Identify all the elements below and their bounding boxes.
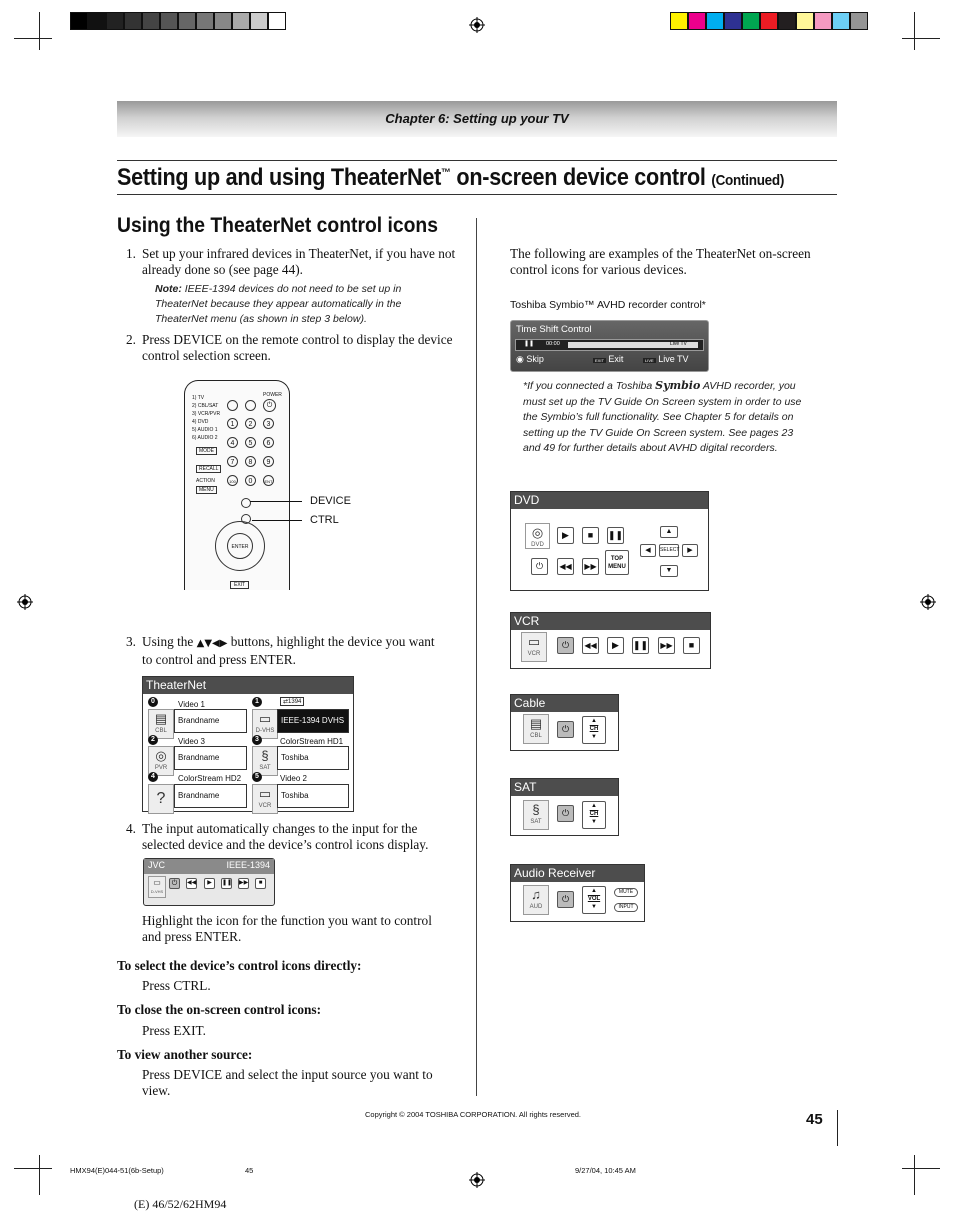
slot-number: 2 (148, 735, 158, 745)
slot-number: 0 (148, 697, 158, 707)
slot-name[interactable]: Brandname (174, 746, 247, 770)
ctrl-button (245, 400, 256, 411)
digit-button: 2 (245, 418, 256, 429)
arrow-buttons-icon: ▲▼◀▶ (196, 638, 228, 649)
section-heading: Using the TheaterNet control icons (117, 214, 438, 237)
dvd-disc-icon: ◎ DVD (525, 523, 550, 549)
slot-number: 5 (252, 772, 262, 782)
slot-input: Video 1 (178, 700, 205, 709)
device-label: DEVICE (310, 495, 351, 507)
pause-icon[interactable]: ❚❚ (607, 527, 624, 544)
highlight-text: Highlight the icon for the function you want to control and press ENTER. (142, 913, 432, 944)
pause-icon: ❚❚ (524, 341, 535, 347)
page-title: Setting up and using TheaterNet™ on-screen device control (Continued) (117, 164, 785, 191)
device-button (227, 400, 238, 411)
digit-button: 1 (227, 418, 238, 429)
digit-button: 8 (245, 456, 256, 467)
menu-button: MENU (196, 486, 217, 494)
down-arrow-icon[interactable]: ▼ (660, 565, 678, 577)
enter-button: ENTER (227, 533, 253, 559)
registration-mark-icon (920, 594, 936, 610)
slot-number: 3 (252, 735, 262, 745)
divider (117, 194, 837, 195)
cable-box-icon: ▤ CBL (523, 714, 549, 744)
right-arrow-icon[interactable]: ▶ (682, 544, 698, 557)
step-2-text: Press DEVICE on the remote control to display the device control selection screen. (142, 332, 453, 363)
panel-header: VCR (511, 613, 710, 630)
power-icon[interactable]: ⏻ (169, 878, 180, 889)
copyright: Copyright © 2004 TOSHIBA CORPORATION. All rights reserved. (365, 1110, 582, 1119)
digit-button: ENT (263, 475, 274, 486)
slot-input: ⇄1394 (280, 697, 304, 706)
instruction-heading: To select the device’s control icons directly: (117, 958, 362, 973)
power-icon[interactable]: ⏻ (531, 558, 548, 575)
instruction-heading: To view another source: (117, 1047, 253, 1062)
channel-rocker[interactable]: ▲ CH ▼ (582, 716, 606, 744)
device-key (241, 498, 251, 508)
column-divider (476, 218, 477, 1096)
stop-icon[interactable]: ■ (683, 637, 700, 654)
skip-icon: ◉ (516, 354, 524, 364)
crop-mark (14, 38, 52, 39)
divider (837, 1110, 838, 1146)
fast-forward-icon[interactable]: ▶▶ (658, 637, 675, 654)
file-name: HMX94(E)044-51(6b-Setup) (70, 1166, 164, 1175)
power-icon[interactable]: ⏻ (557, 891, 574, 908)
digit-button: 100 (227, 475, 238, 486)
instruction-text: Press DEVICE and select the input source you want to view. (142, 1067, 433, 1098)
digit-button: 0 (245, 475, 256, 486)
crop-mark (902, 38, 940, 39)
slot-name[interactable]: Brandname (174, 784, 247, 808)
slot-name[interactable]: Brandname (174, 709, 247, 733)
rewind-icon[interactable]: ◀◀ (186, 878, 197, 889)
registration-mark-icon (469, 1172, 485, 1188)
power-icon[interactable]: ⏻ (557, 721, 574, 738)
cable-box-icon: ▤ CBL (148, 709, 174, 739)
play-icon[interactable]: ▶ (607, 637, 624, 654)
tsc-live-tv[interactable]: LIVE Live TV (645, 354, 689, 364)
chapter-band (117, 101, 837, 137)
slot-number: 4 (148, 772, 158, 782)
page-number: 45 (806, 1111, 823, 1128)
jvc-label: JVC (148, 860, 166, 870)
digit-button: 3 (263, 418, 274, 429)
exit-button: EXIT (230, 581, 249, 589)
crop-mark (914, 1155, 915, 1195)
slot-name[interactable]: Toshiba (277, 784, 349, 808)
note: Note: IEEE-1394 devices do not need to be set up in TheaterNet because they appear automatically in the TheaterNet menu (as shown in step 3 below). (155, 283, 402, 325)
step-1-text: Set up your infrared devices in TheaterNet, if you have not already done so (see page 44). (142, 246, 456, 277)
panel-header: Audio Receiver (511, 865, 644, 882)
audio-note-icon: ♫ AUD (523, 885, 549, 915)
volume-rocker[interactable]: ▲ VOL ▼ (582, 886, 606, 914)
top-menu-button[interactable]: TOP MENU (605, 550, 629, 575)
registration-mark-icon (469, 17, 485, 33)
tsc-exit[interactable]: EXIT Exit (595, 354, 624, 364)
recall-button: RECALL (196, 465, 221, 473)
instruction-text: Press CTRL. (142, 978, 211, 993)
fast-forward-icon[interactable]: ▶▶ (582, 558, 599, 575)
slot-name-selected[interactable]: IEEE-1394 DVHS (277, 709, 349, 733)
timestamp: 9/27/04, 10:45 AM (575, 1166, 636, 1175)
ctrl-label: CTRL (310, 514, 339, 526)
file-page: 45 (245, 1166, 254, 1175)
digit-button: 5 (245, 437, 256, 448)
vcr-icon: ▭ VCR (252, 784, 278, 814)
mode-button: MODE (196, 447, 217, 455)
panel-header: SAT (511, 779, 618, 796)
rewind-icon[interactable]: ◀◀ (557, 558, 574, 575)
stop-icon[interactable]: ■ (582, 527, 599, 544)
crop-mark (39, 1155, 40, 1195)
intro-text: The following are examples of the TheaterNet on-screen control icons for various devices. (510, 246, 811, 277)
tsc-skip[interactable]: ◉ Skip (516, 354, 544, 364)
satellite-icon: § SAT (523, 800, 549, 830)
pvr-icon: ◎ PVR (148, 746, 174, 776)
symbio-logo: Symbio (655, 379, 701, 392)
slot-number: 1 (252, 697, 262, 707)
action-label: ACTION (196, 478, 215, 484)
step-3-text: Using the ▲▼◀▶ buttons, highlight the device you want to control and press ENTER. (142, 634, 435, 667)
pause-icon[interactable]: ❚❚ (221, 878, 232, 889)
model-number: (E) 46/52/62HM94 (134, 1197, 227, 1211)
crop-mark (14, 1168, 52, 1169)
input-list: 1) TV 2) CBL/SAT 3) VCR/PVR 4) DVD 5) AUDIO 1 6) AUDIO 2 (192, 395, 221, 441)
crop-mark (914, 12, 915, 50)
stop-icon[interactable]: ■ (255, 878, 266, 889)
digit-button: 7 (227, 456, 238, 467)
power-icon[interactable]: ⏻ (557, 637, 574, 654)
slot-name[interactable]: Toshiba (277, 746, 349, 770)
fast-forward-icon[interactable]: ▶▶ (238, 878, 249, 889)
divider (117, 160, 837, 161)
step-number: 4. (126, 821, 136, 836)
digit-button: 4 (227, 437, 238, 448)
time-shift-control-panel (510, 320, 709, 372)
mute-button[interactable]: MUTE (614, 888, 638, 897)
tsc-timeline (515, 339, 704, 351)
remote-control-illustration (184, 380, 290, 590)
registration-mark-icon (17, 594, 33, 610)
play-icon[interactable]: ▶ (204, 878, 215, 889)
dvhs-icon: ▭ D-VHS (148, 876, 166, 898)
device-callout-line (250, 501, 302, 502)
up-arrow-icon[interactable]: ▲ (660, 526, 678, 538)
crop-mark (902, 1168, 940, 1169)
pause-icon[interactable]: ❚❚ (632, 637, 649, 654)
power-icon[interactable]: ⏻ (557, 805, 574, 822)
rewind-icon[interactable]: ◀◀ (582, 637, 599, 654)
unknown-device-icon: ? (148, 784, 174, 814)
slot-input: Video 3 (178, 737, 205, 746)
instruction-heading: To close the on-screen control icons: (117, 1002, 321, 1017)
channel-rocker[interactable]: ▲ CH ▼ (582, 801, 606, 829)
left-arrow-icon[interactable]: ◀ (640, 544, 656, 557)
instruction-text: Press EXIT. (142, 1023, 207, 1038)
power-label: POWER (263, 392, 282, 398)
input-button[interactable]: INPUT (614, 903, 638, 912)
panel-header: Cable (511, 695, 618, 712)
panel-header: TheaterNet (143, 677, 353, 694)
ieee-label: IEEE-1394 (226, 860, 270, 870)
ctrl-callout-line (252, 520, 302, 521)
step-number: 2. (126, 332, 136, 347)
dvhs-icon: ▭ D-VHS (252, 709, 278, 739)
play-icon[interactable]: ▶ (557, 527, 574, 544)
tsc-title: Time Shift Control (516, 324, 592, 335)
slot-input: Video 2 (280, 774, 307, 783)
tsc-time: 00:00 (546, 341, 560, 347)
crop-mark (39, 12, 40, 50)
digit-button: 6 (263, 437, 274, 448)
slot-input: ColorStream HD2 (178, 774, 242, 783)
vcr-icon: ▭ VCR (521, 632, 547, 662)
satellite-icon: § SAT (252, 746, 278, 776)
digit-button: 9 (263, 456, 274, 467)
select-button[interactable]: SELECT (659, 544, 679, 557)
symbio-caption: Toshiba Symbio™ AVHD recorder control* (510, 299, 706, 311)
panel-header: DVD (511, 492, 708, 509)
step-number: 1. (126, 246, 136, 261)
symbio-footnote: *If you connected a Toshiba Symbio AVHD recorder, you must set up the TV Guide On Screen system in order to use the Symbio’s full functionality. See Chapter 5 for details on setting up the TV Guide On Screen system. See pages 23 and 49 for further details about AVHD digital recorders. (523, 379, 802, 454)
power-button: ⏻ (263, 399, 276, 412)
slot-input: ColorStream HD1 (280, 737, 344, 746)
step-4-text: The input automatically changes to the input for the selected device and the device’s control icons display. (142, 821, 429, 852)
tsc-live-indicator: Live TV (670, 341, 687, 347)
chapter-title: Chapter 6: Setting up your TV (385, 111, 569, 126)
step-number: 3. (126, 634, 136, 649)
